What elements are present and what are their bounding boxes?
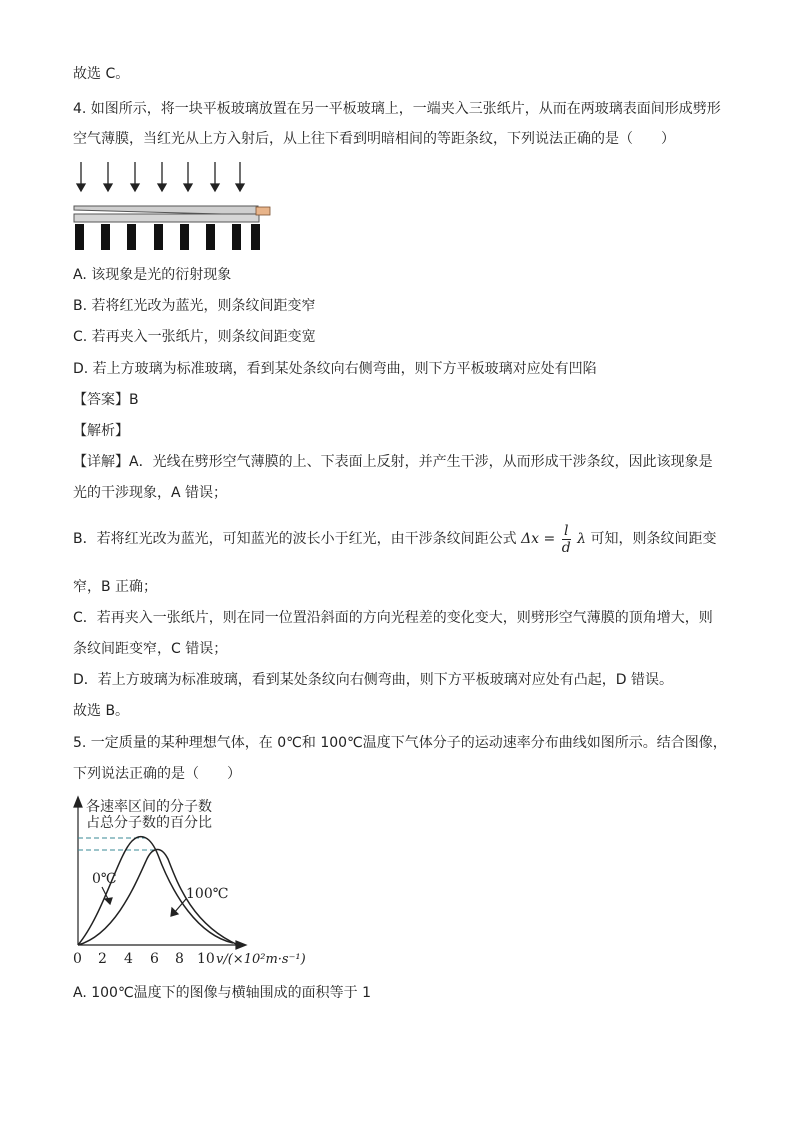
y-axis-label-2: 占总分子数的百分比: [86, 815, 212, 831]
arrow: [77, 162, 85, 191]
x-tick-labels: [73, 951, 215, 967]
answer-label: 【答案】B: [73, 392, 139, 408]
arrow: [211, 162, 219, 191]
arrow: [184, 162, 192, 191]
detail-b-text: B．若将红光改为蓝光，可知蓝光的波长小于红光，由干涉条纹间距公式: [73, 531, 517, 547]
x-tick: 10: [197, 951, 215, 967]
question-5-option-a: A. 100℃温度下的图像与横轴围成的面积等于 1: [73, 985, 372, 1001]
detail-b-1: [73, 522, 716, 556]
detail-a-1: 【详解】A．光线在劈形空气薄膜的上、下表面上反射，并产生干涉，从而形成干涉条纹，因此该现象是: [73, 454, 713, 470]
fringe-spacing-formula: [521, 522, 590, 556]
formula-lhs: Δx =: [521, 531, 556, 547]
question-5-stem-1: 5. 一定质量的某种理想气体，在 0℃和 100℃温度下气体分子的运动速率分布曲线如图所示。结合图像，: [73, 735, 727, 751]
analysis-label: 【解析】: [73, 423, 129, 439]
x-tick: 2: [98, 951, 107, 967]
option-b: B. 若将红光改为蓝光，则条纹间距变窄: [73, 298, 316, 314]
wedge-figure: [70, 158, 280, 254]
bottom-glass-plate: [74, 214, 259, 222]
label-0c: 0℃: [92, 871, 117, 887]
arrow: [236, 162, 244, 191]
detail-a-2: 光的干涉现象，A 错误；: [73, 485, 228, 501]
formula-numerator: l: [562, 523, 571, 540]
x-tick: 8: [175, 951, 184, 967]
y-axis-arrow: [74, 797, 82, 807]
question-4-stem-1: 4. 如图所示，将一块平板玻璃放置在另一平板玻璃上，一端夹入三张纸片，从而在两玻璃表面间形成劈形: [73, 101, 721, 117]
arrow: [158, 162, 166, 191]
arrow: [131, 162, 139, 191]
prev-answer-end: 故选 C。: [73, 66, 130, 82]
x-tick: 6: [150, 951, 159, 967]
option-a: A. 该现象是光的衍射现象: [73, 267, 232, 283]
detail-b-text-end: 可知，则条纹间距变: [590, 531, 717, 547]
question-5-stem-2: 下列说法正确的是（ ）: [73, 766, 241, 782]
y-axis-label-1: 各速率区间的分子数: [86, 799, 212, 815]
final-answer: 故选 B。: [73, 703, 130, 719]
interference-fringes: [75, 224, 260, 250]
option-d: D. 若上方玻璃为标准玻璃，看到某处条纹向右侧弯曲，则下方平板玻璃对应处有凹陷: [73, 361, 597, 377]
question-4-stem-2: 空气薄膜，当红光从上方入射后，从上往下看到明暗相间的等距条纹，下列说法正确的是（ ）: [73, 131, 675, 147]
paper-slips: [256, 207, 270, 215]
arrow: [104, 162, 112, 191]
formula-lambda: λ: [577, 531, 586, 547]
option-c: C. 若再夹入一张纸片，则条纹间距变宽: [73, 329, 316, 345]
detail-d-1: D．若上方玻璃为标准玻璃，看到某处条纹向右侧弯曲，则下方平板玻璃对应处有凸起，D 错误。: [73, 672, 674, 688]
speed-distribution-figure: [68, 795, 318, 975]
label-100c: 100℃: [186, 886, 229, 902]
detail-c-1: C．若再夹入一张纸片，则在同一位置沿斜面的方向光程差的变化变大，则劈形空气薄膜的顶角增大，则: [73, 610, 713, 626]
x-tick: 0: [73, 951, 82, 967]
formula-denominator: d: [561, 539, 571, 556]
detail-b-2: 窄，B 正确；: [73, 579, 158, 595]
x-tick: 4: [124, 951, 133, 967]
incident-arrows: [77, 162, 244, 191]
detail-c-2: 条纹间距变窄，C 错误；: [73, 641, 228, 657]
formula-fraction: [562, 523, 571, 556]
x-axis-label: v/(×10²m·s⁻¹): [216, 952, 306, 967]
